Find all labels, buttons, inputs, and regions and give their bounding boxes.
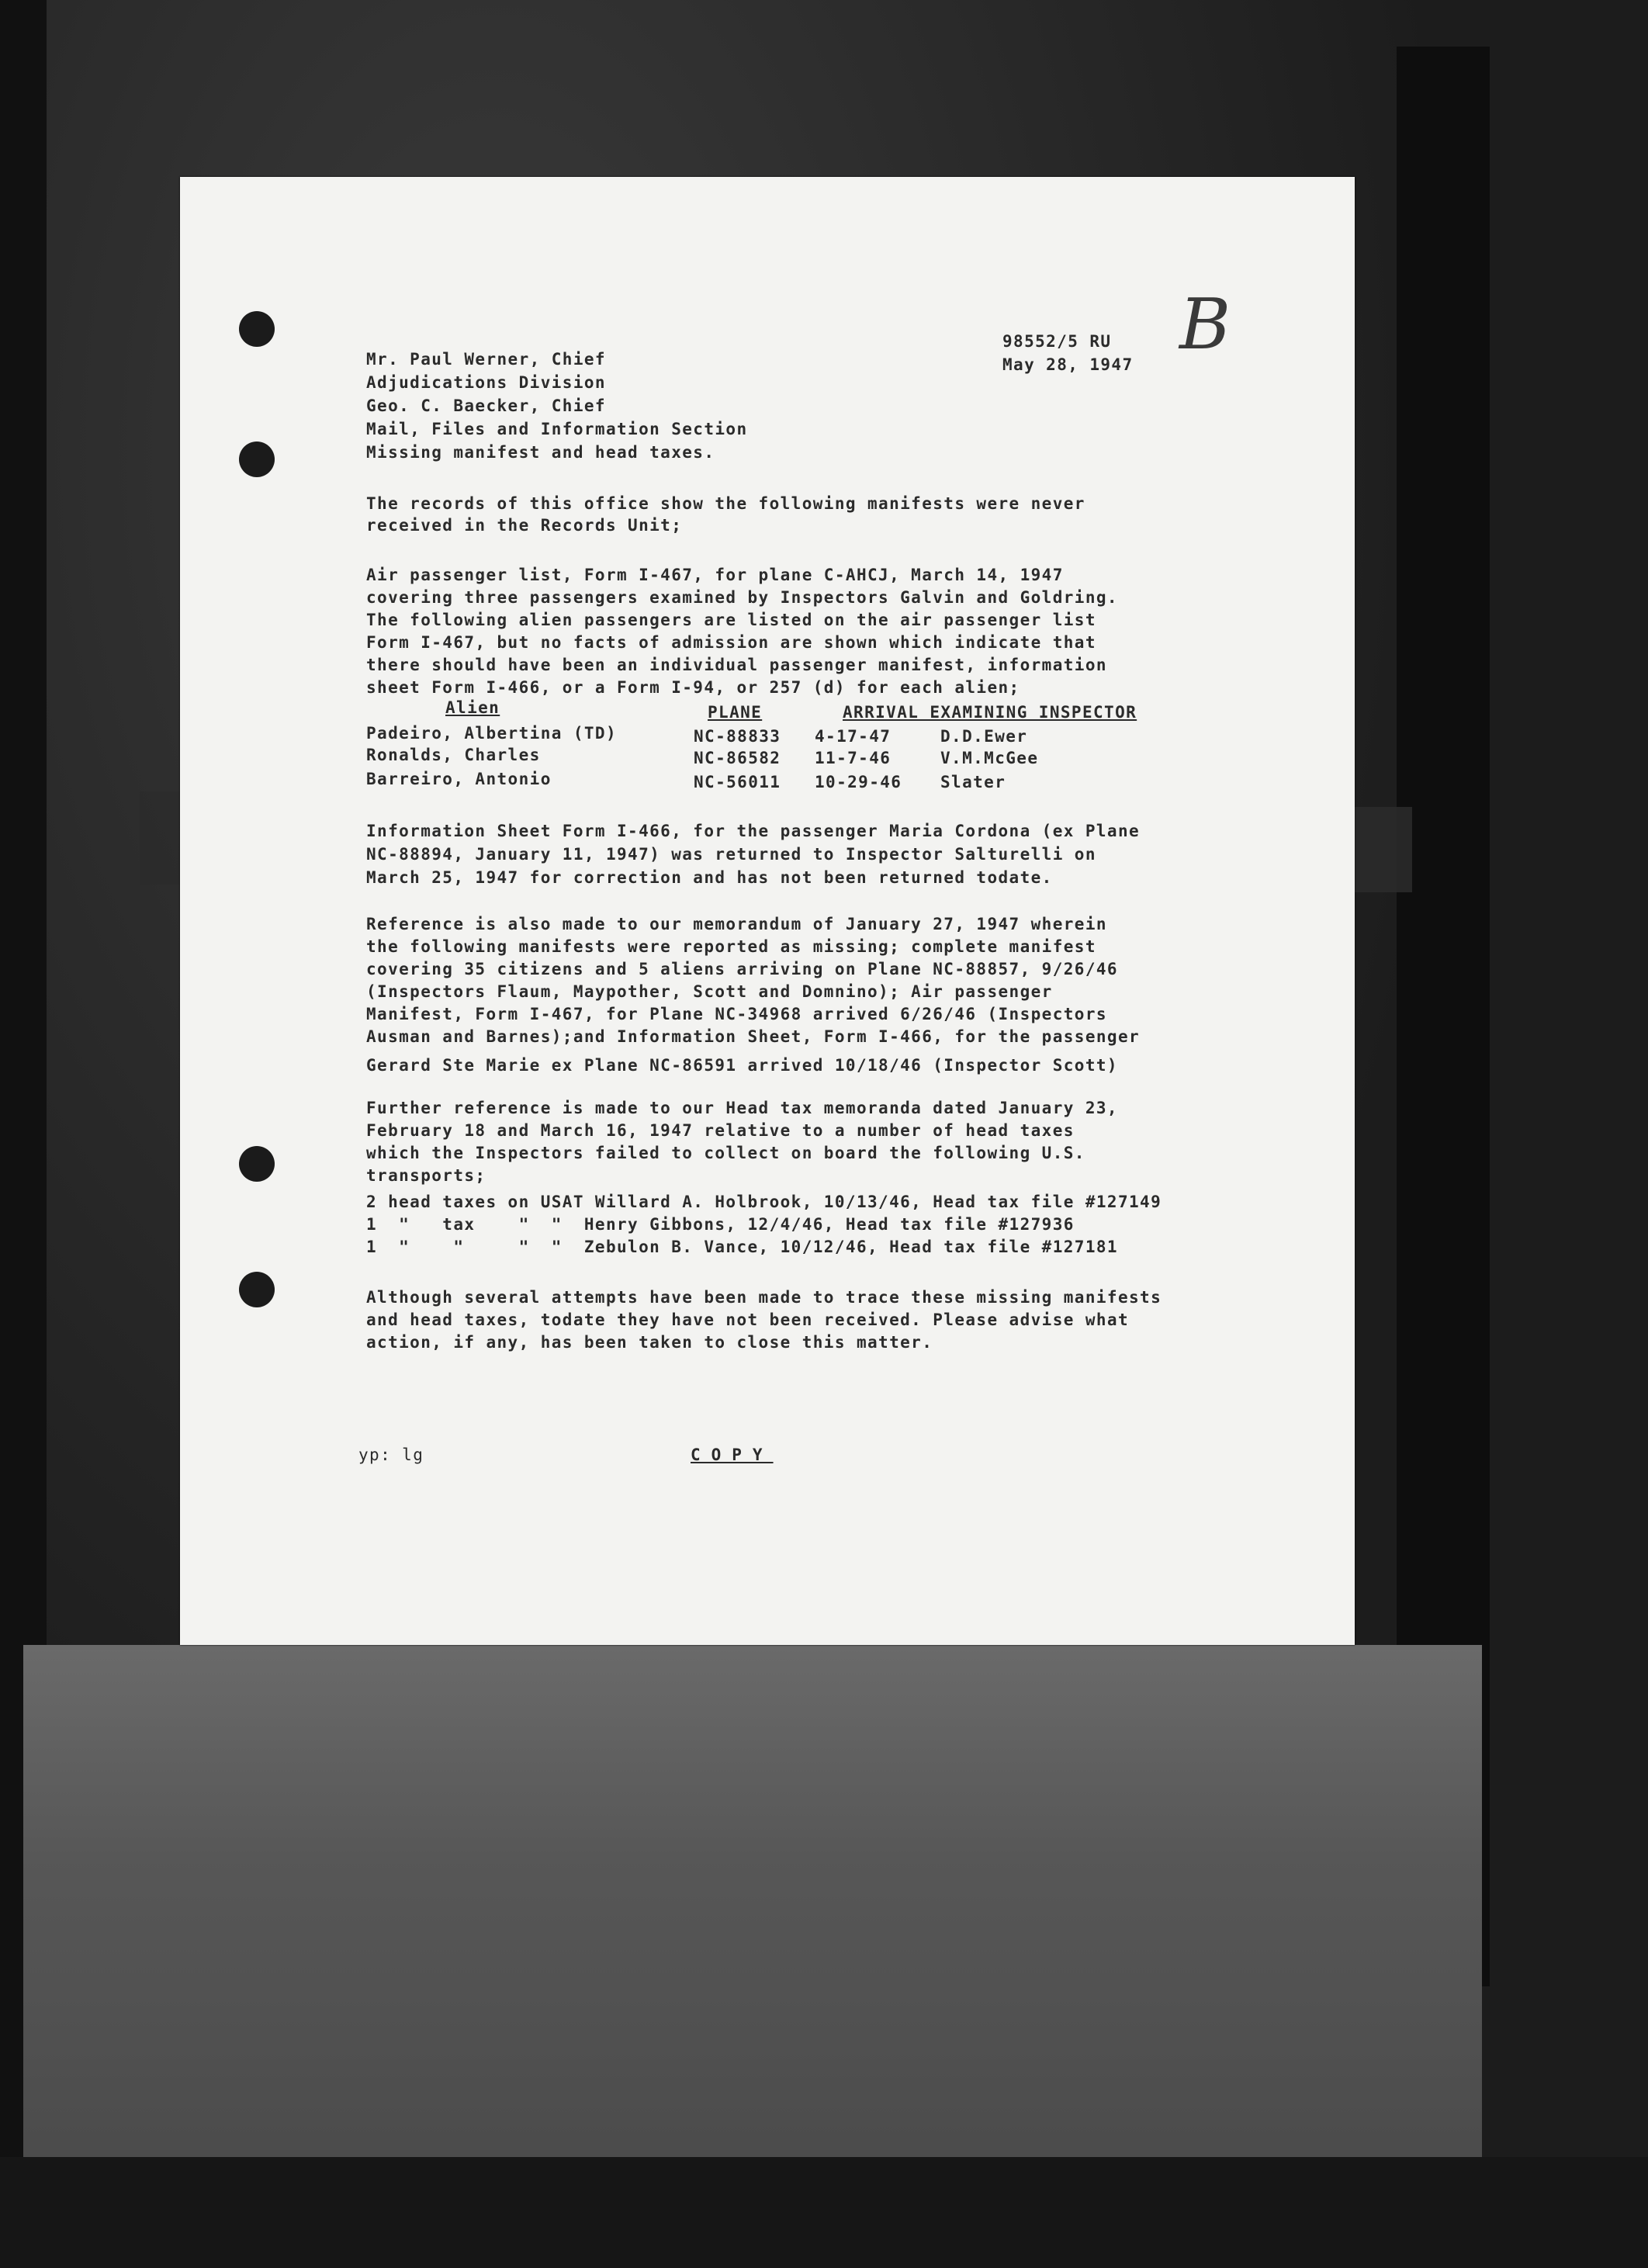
paragraph-line: NC-88894, January 11, 1947) was returned to Inspector Salturelli on (366, 845, 1096, 864)
paragraph-line: Form I-467, but no facts of admission are shown which indicate that (366, 633, 1096, 652)
punch-hole (239, 1146, 275, 1182)
table-cell-arrival: 4-17-47 (815, 727, 892, 746)
memo-date: May 28, 1947 (1002, 355, 1134, 374)
paragraph-line: Ausman and Barnes);and Information Sheet, Form I-466, for the passenger (366, 1027, 1141, 1046)
head-tax-line: 1 " " " " Zebulon B. Vance, 10/12/46, Head tax file #127181 (366, 1238, 1118, 1256)
paragraph-line: Information Sheet Form I-466, for the passenger Maria Cordona (ex Plane (366, 822, 1141, 840)
document-page (180, 177, 1355, 1645)
table-cell-arrival: 10-29-46 (815, 773, 902, 791)
paragraph-line: covering three passengers examined by Inspectors Galvin and Goldring. (366, 588, 1118, 607)
paragraph-line: and head taxes, todate they have not been received. Please advise what (366, 1311, 1130, 1329)
table-cell-alien: Padeiro, Albertina (TD) (366, 724, 617, 743)
table-cell-plane: NC-86582 (694, 749, 781, 767)
paragraph-line: February 18 and March 16, 1947 relative to a number of head taxes (366, 1121, 1075, 1140)
head-tax-line: 2 head taxes on USAT Willard A. Holbrook, 10/13/46, Head tax file #127149 (366, 1193, 1162, 1211)
paragraph-line: sheet Form I-466, or a Form I-94, or 257 (d) for each alien; (366, 678, 1020, 697)
table-header-alien: Alien (445, 698, 500, 717)
paragraph-line: action, if any, has been taken to close this matter. (366, 1333, 933, 1352)
punch-hole (239, 1272, 275, 1307)
table-cell-arrival: 11-7-46 (815, 749, 892, 767)
table-header-arrival-inspector: ARRIVAL EXAMINING INSPECTOR (843, 703, 1137, 722)
table-cell-plane: NC-88833 (694, 727, 781, 746)
subject-line: Missing manifest and head taxes. (366, 443, 715, 462)
address-line: Adjudications Division (366, 373, 606, 392)
paragraph-line: March 25, 1947 for correction and has not been returned todate. (366, 868, 1053, 887)
paragraph-line: Further reference is made to our Head tax memoranda dated January 23, (366, 1099, 1118, 1117)
paragraph-line: Although several attempts have been made to trace these missing manifests (366, 1288, 1162, 1307)
file-number: 98552/5 RU (1002, 332, 1112, 351)
paragraph-line: The records of this office show the following manifests were never (366, 494, 1085, 513)
punch-hole (239, 441, 275, 477)
paragraph-line: The following alien passengers are listed on the air passenger list (366, 611, 1096, 629)
paragraph-line: received in the Records Unit; (366, 516, 683, 535)
paragraph-line: Reference is also made to our memorandum of January 27, 1947 wherein (366, 915, 1107, 933)
table-cell-alien: Barreiro, Antonio (366, 770, 552, 788)
address-line: Geo. C. Baecker, Chief (366, 396, 606, 415)
table-cell-inspector: Slater (940, 773, 1006, 791)
table-cell-inspector: D.D.Ewer (940, 727, 1028, 746)
table-cell-inspector: V.M.McGee (940, 749, 1039, 767)
paragraph-line: the following manifests were reported as missing; complete manifest (366, 937, 1096, 956)
handwritten-mark: B (1179, 284, 1231, 365)
table-cell-alien: Ronalds, Charles (366, 746, 541, 764)
paragraph-line: Gerard Ste Marie ex Plane NC-86591 arrived 10/18/46 (Inspector Scott) (366, 1056, 1118, 1075)
head-tax-line: 1 " tax " " Henry Gibbons, 12/4/46, Head tax file #127936 (366, 1215, 1075, 1234)
folder-bottom-edge (0, 2157, 1648, 2268)
paragraph-line: covering 35 citizens and 5 aliens arriving on Plane NC-88857, 9/26/46 (366, 960, 1118, 978)
paragraph-line: transports; (366, 1166, 486, 1185)
paragraph-line: (Inspectors Flaum, Maypother, Scott and Domnino); Air passenger (366, 982, 1053, 1001)
paragraph-line: Manifest, Form I-467, for Plane NC-34968 arrived 6/26/46 (Inspectors (366, 1005, 1107, 1023)
paragraph-line: Air passenger list, Form I-467, for plane C-AHCJ, March 14, 1947 (366, 566, 1064, 584)
typist-initials: yp: lg (358, 1446, 424, 1464)
copy-label: COPY (691, 1446, 774, 1464)
punch-hole (239, 311, 275, 347)
paragraph-line: which the Inspectors failed to collect on board the following U.S. (366, 1144, 1085, 1162)
table-header-plane: PLANE (708, 703, 763, 722)
folder-board (23, 1645, 1482, 2173)
paragraph-line: there should have been an individual passenger manifest, information (366, 656, 1107, 674)
address-line: Mr. Paul Werner, Chief (366, 350, 606, 369)
table-cell-plane: NC-56011 (694, 773, 781, 791)
address-line: Mail, Files and Information Section (366, 420, 748, 438)
